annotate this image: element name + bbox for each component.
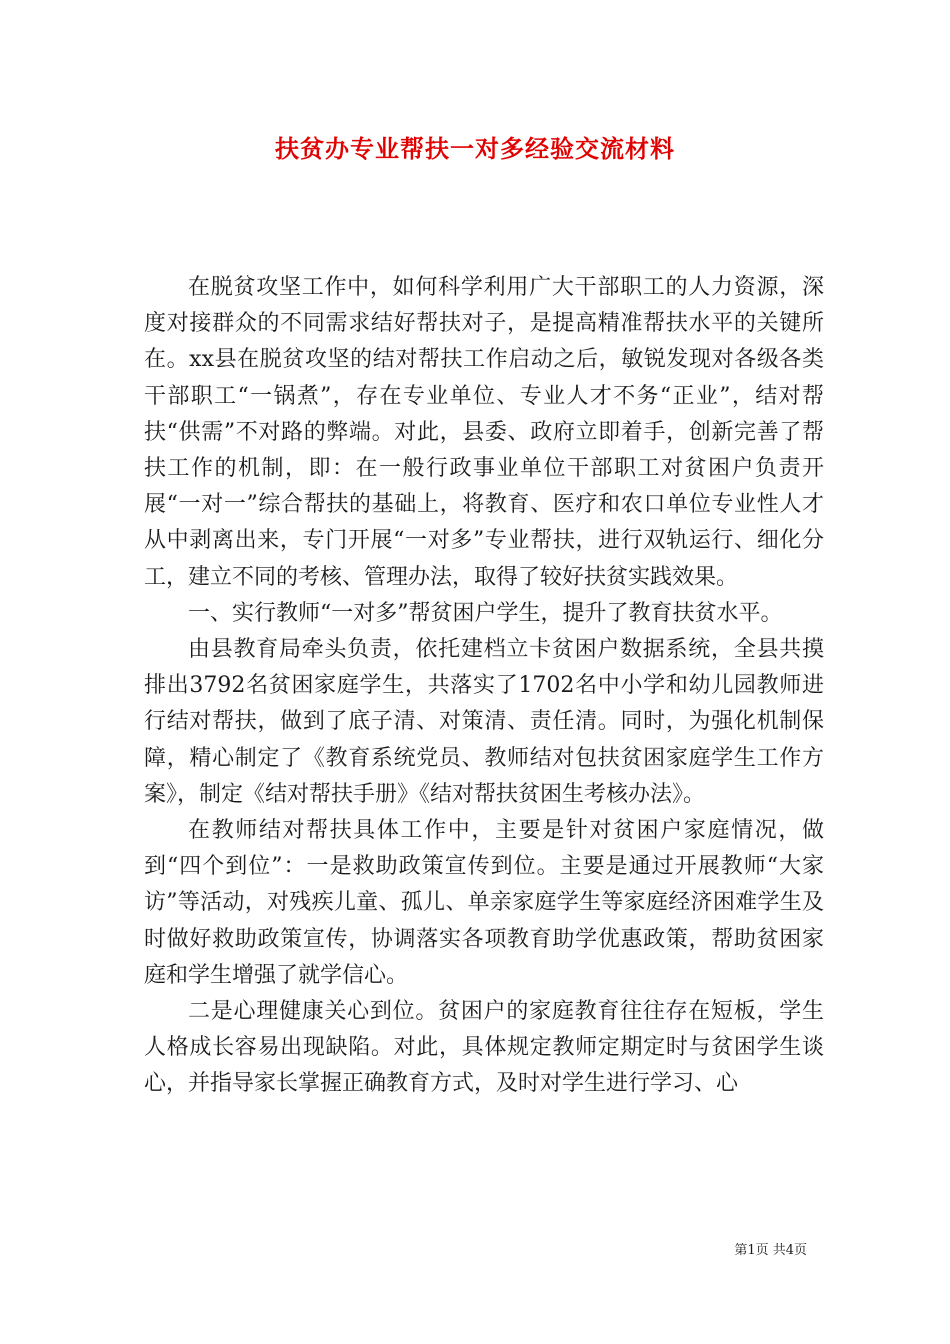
paragraph-four-measures: 在教师结对帮扶具体工作中，主要是针对贫困户家庭情况，做到“四个到位”：一是救助政策宣传到位。主要是通过开展教师“大家访”等活动，对残疾儿童、孤儿、单亲家庭学生等家庭经济困难学生及时做好救助政策宣传，协调落实各项教育助学优惠政策，帮助贫困家庭和学生增强了就学信心。 [144, 818, 824, 988]
paragraph-intro: 在脱贫攻坚工作中，如何科学利用广大干部职工的人力资源，深度对接群众的不同需求结好帮扶对子，是提高精准帮扶水平的关键所在。xx县在脱贫攻坚的结对帮扶工作启动之后，敏锐发现对各级各类干部职工“一锅煮”，存在专业单位、专业人才不务“正业”，结对帮扶“供需”不对路的弊端。对此，县委、政府立即着手，创新完善了帮扶工作的机制，即：在一般行政事业单位干部职工对贫困户负责开展“一对一”综合帮扶的基础上，将教育、医疗和农口单位专业性人才从中剥离出来，专门开展“一对多”专业帮扶，进行双轨运行、细化分工，建立不同的考核、管理办法，取得了较好扶贫实践效果。 [144, 275, 824, 590]
paragraph-mental-health: 二是心理健康关心到位。贫困户的家庭教育往往存在短板，学生人格成长容易出现缺陷。对此，具体规定教师定期定时与贫困学生谈心，并指导家长掌握正确教育方式，及时对学生进行学习、心 [144, 999, 824, 1097]
paragraph-education: 由县教育局牵头负责，依托建档立卡贫困户数据系统，全县共摸排出3792名贫困家庭学生，共落实了1702名中小学和幼儿园教师进行结对帮扶，做到了底子清、对策清、责任清。同时，为强化机制保障，精心制定了《教育系统党员、教师结对包扶贫困家庭学生工作方案》，制定《结对帮扶手册》《结对帮扶贫困生考核办法》。 [144, 637, 824, 807]
document-title: 扶贫办专业帮扶一对多经验交流材料 [275, 135, 675, 163]
document-body [144, 270, 824, 1103]
page-number: 第1页 共4页 [734, 1243, 807, 1258]
section-heading-1: 一、实行教师“一对多”帮贫困户学生，提升了教育扶贫水平。 [188, 600, 783, 626]
